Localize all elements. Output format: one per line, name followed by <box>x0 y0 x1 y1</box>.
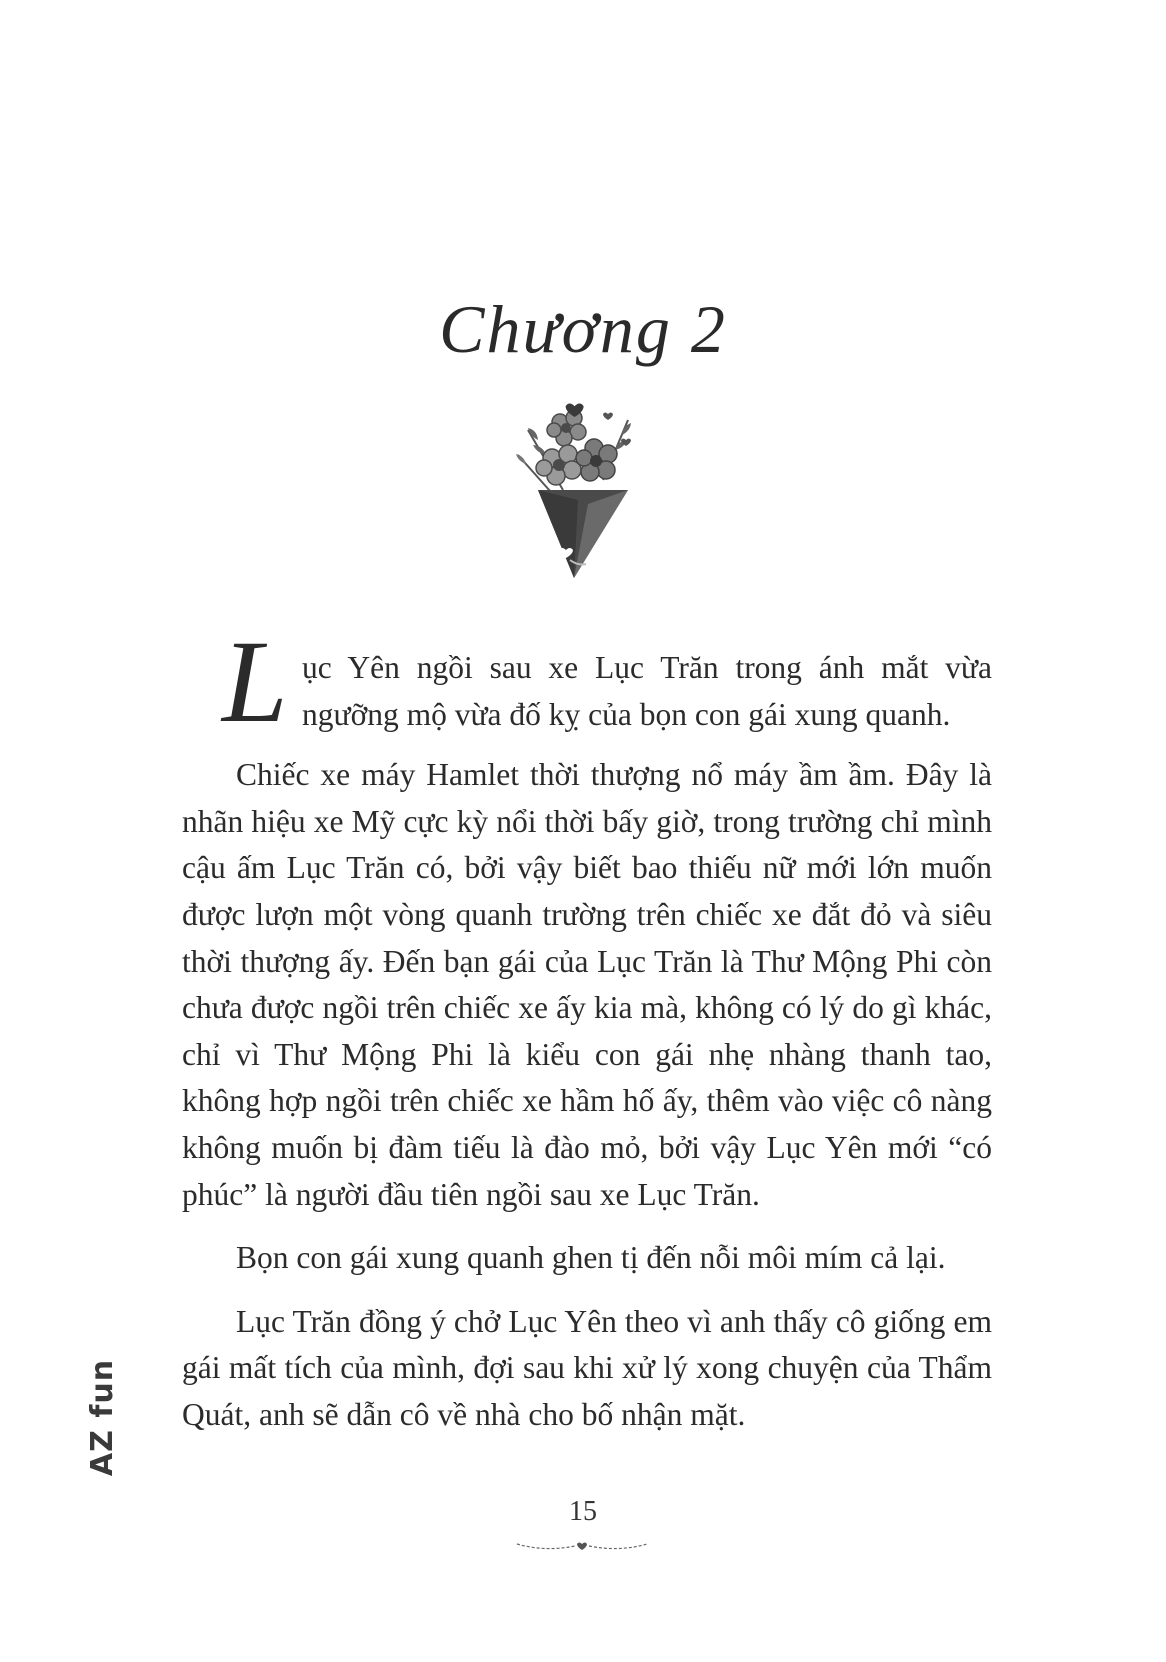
publisher-logo-text: AZ fun <box>85 1358 121 1477</box>
drop-cap: L <box>222 616 288 747</box>
paragraph: Chiếc xe máy Hamlet thời thượng nổ máy ầm ầm. Đây là nhãn hiệu xe Mỹ cực kỳ nổi thời bấy giờ, trong trường chỉ mình cậu ấm Lục Trăn có, bởi vậy biết bao thiếu nữ mới lớn muốn được lượn một vòng quanh trường trên chiếc xe đắt đỏ và siêu thời thượng ấy. Đến bạn gái của Lục Trăn là Thư Mộng Phi còn chưa được ngồi trên chiếc xe ấy kia mà, không có lý do gì khác, chỉ vì Thư Mộng Phi là kiểu con gái nhẹ nhàng thanh tao, không hợp ngồi trên chiếc xe hầm hố ấy, thêm vào việc cô nàng không muốn bị đàm tiếu là đào mỏ, bởi vậy Lục Yên mới “có phúc” là người đầu tiên ngồi sau xe Lục Trăn. <box>182 757 992 1212</box>
first-paragraph-text: ục Yên ngồi sau xe Lục Trăn trong ánh mắt vừa ngưỡng mộ vừa đố kỵ của bọn con gái xung quanh. <box>302 650 992 732</box>
paragraph: Lục Trăn đồng ý chở Lục Yên theo vì anh thấy cô giống em gái mất tích của mình, đợi sau khi xử lý xong chuyện của Thẩm Quát, anh sẽ dẫn cô về nhà cho bố nhận mặt. <box>182 1303 992 1432</box>
flower-bouquet-illustration <box>508 400 658 600</box>
ornament-divider-icon <box>515 1538 649 1554</box>
page-number: 15 <box>569 1496 597 1527</box>
paragraph: Bọn con gái xung quanh ghen tị đến nỗi môi mím cả lại. <box>236 1240 946 1276</box>
publisher-logo <box>64 1358 121 1477</box>
body-text <box>182 616 992 1456</box>
first-paragraph <box>182 616 992 747</box>
chapter-title: Chương 2 <box>439 291 727 367</box>
